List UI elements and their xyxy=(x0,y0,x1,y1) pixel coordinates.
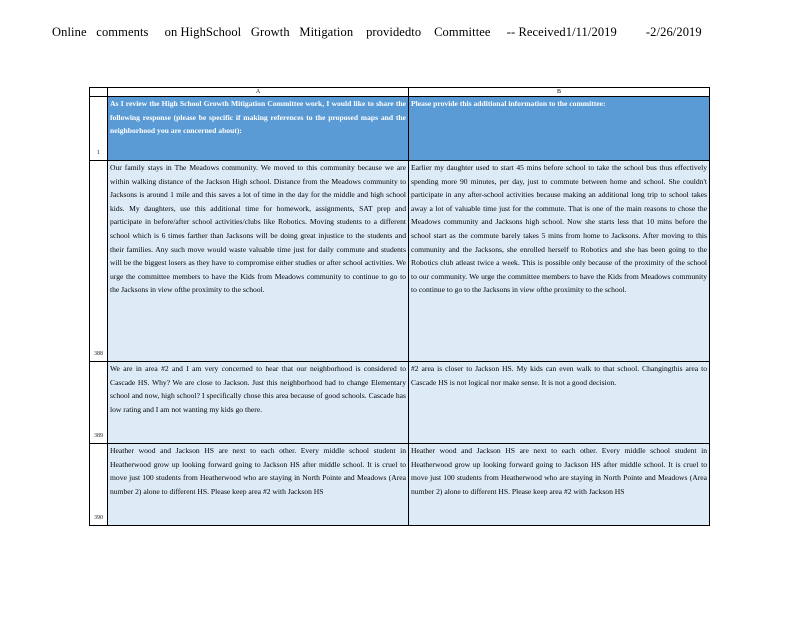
row-number[interactable]: 389 xyxy=(90,362,108,444)
header-cell-b[interactable] xyxy=(409,97,710,161)
comment-cell-b[interactable] xyxy=(409,161,710,362)
page-title: Online comments on HighSchool Growth Mitigation providedto Committee -- Received1/11/2019 -2/26/2019 xyxy=(52,25,702,39)
column-header-b[interactable]: B xyxy=(409,88,710,97)
comment-text-b: #2 area is closer to Jackson HS. My kids can even walk to that school. Changingthis area to Cascade HS is not logical nor make sense. It is not a good decision. xyxy=(411,364,707,387)
row-number[interactable]: 390 xyxy=(90,444,108,526)
table-row xyxy=(90,161,710,362)
comment-cell-a[interactable] xyxy=(108,161,409,362)
table-row xyxy=(90,444,710,526)
table-row xyxy=(90,362,710,444)
header-text-b: Please provide this additional information to the committee: xyxy=(411,99,606,108)
row-number[interactable]: 1 xyxy=(90,97,108,161)
comment-text-a: Heather wood and Jackson HS are next to each other. Every middle school student in Heatherwood grow up looking forward going to Jackson HS after middle school. It is cruel to move just 100 students from Heatherwood who are staying in North Pointe and Meadows (Area number 2) alone to different HS. Please keep area #2 with Jackson HS xyxy=(110,446,406,496)
comments-table xyxy=(89,87,710,526)
column-header-a[interactable]: A xyxy=(108,88,409,97)
comment-cell-b[interactable] xyxy=(409,444,710,526)
comment-cell-b[interactable] xyxy=(409,362,710,444)
comment-text-b: Heather wood and Jackson HS are next to each other. Every middle school student in Heatherwood grow up looking forward going to Jackson HS after middle school. It is cruel to move just 100 students from Heatherwood who are staying in North Pointe and Meadows (Area number 2) alone to different HS. Please keep area #2 with Jackson HS xyxy=(411,446,707,496)
comment-cell-a[interactable] xyxy=(108,444,409,526)
corner-cell xyxy=(90,88,108,97)
row-number[interactable]: 388 xyxy=(90,161,108,362)
comment-text-a: We are in area #2 and I am very concerned to hear that our neighborhood is considered to Cascade HS. Why? We are close to Jackson. Just this neighborhood had to change Elementary school and now, high school? I specifically chose this area because of good schools. Cascade has low rating and I am not wanting my kids go there. xyxy=(110,364,406,414)
comment-text-b: Earlier my daughter used to start 45 mins before school to take the school bus thus effectively spending more 90 minutes, per day, just to commute between home and school. She couldn't participate in any after-school activities because making an additional long trip to school takes away a lot of valuable time just for the commute. That is one of the main reasons to chose the Meadows community and Jacksons high school. Now she starts less that 10 mins before the school start as the commute barely takes 5 mins from home to Jacksons. After moving to this community and the Jacksons, she enrolled herself to Robotics and she has been going to the Robotics club atleast twice a week. This is possible only because of the proximity of the school to our community. We urge the committee members to have the Kids from Meadows community to continue to go to the Jacksons in view ofthe proximity to the school. xyxy=(411,163,707,295)
comment-text-a: Our family stays in The Meadows community. We moved to this community because we are within walking distance of the Jackson High school. Distance from the Meadows community to Jacksons is around 1 mile and this saves a lot of time in the day for the middle and high school kids. My daughters, use this additional time for homework, assignments, SAT prep and participate in before/after school activities/clubs like Robotics. Moving students to a different school which is 6 times farther than Jacksons will be doing great injustice to the students and their families. Any such move would waste valuable time just for daily commute and students will be the biggest losers as they have to compromise either studies or after school activities. We urge the committee members to have the Kids from Meadows community to continue to go to the Jacksons in view ofthe proximity to the school. xyxy=(110,163,406,295)
header-cell-a[interactable] xyxy=(108,97,409,161)
comment-cell-a[interactable] xyxy=(108,362,409,444)
header-row xyxy=(90,97,710,161)
header-text-a: As I review the High School Growth Mitigation Committee work, I would like to share the following response (please be specific if making references to the proposed maps and the neighborhood you are concerned about): xyxy=(110,99,406,136)
column-header-row xyxy=(90,88,710,97)
